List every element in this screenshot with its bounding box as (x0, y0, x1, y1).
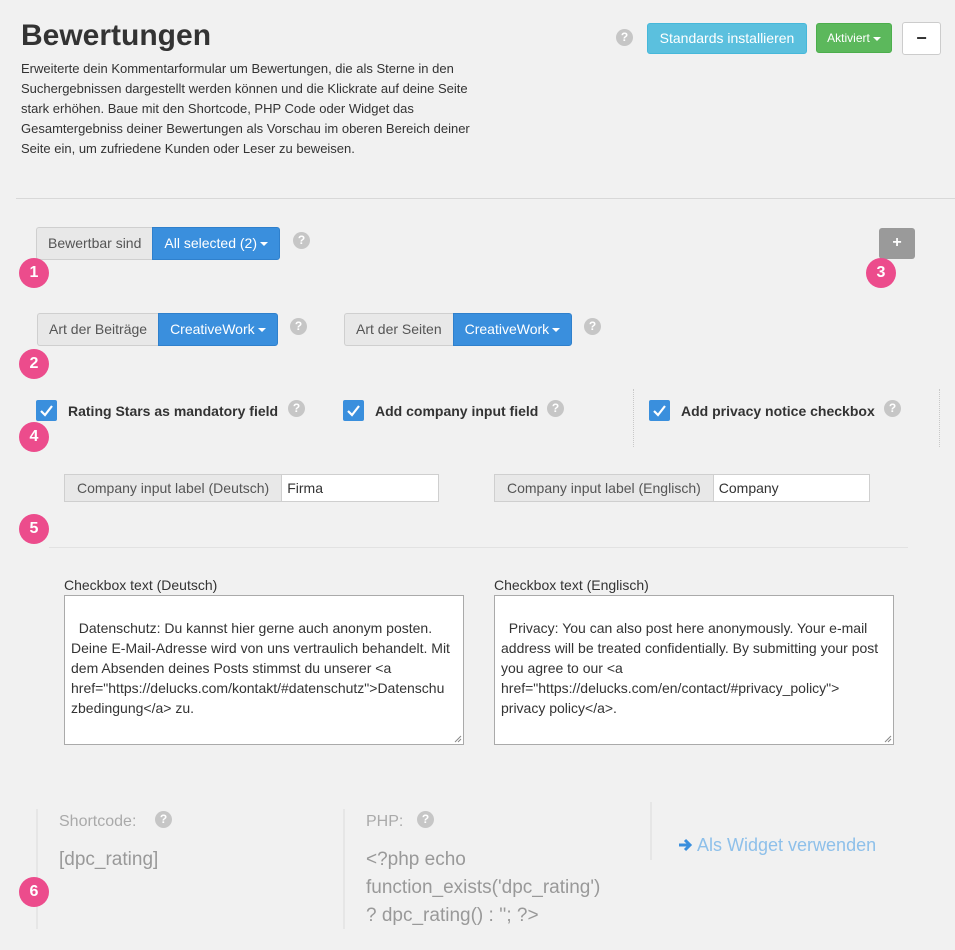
rateable-label: Bewertbar sind (36, 227, 152, 260)
column-divider (343, 809, 345, 929)
caret-down-icon (260, 242, 268, 246)
help-icon[interactable]: ? (884, 400, 901, 417)
status-dropdown[interactable] (816, 23, 892, 53)
step-badge-5: 5 (19, 514, 49, 544)
section-divider (49, 547, 908, 548)
widget-link[interactable] (677, 835, 876, 856)
company-field-label: Add company input field (375, 403, 539, 419)
help-icon[interactable]: ? (417, 811, 434, 828)
status-label: Aktiviert (827, 31, 870, 45)
php-code-line-1[interactable]: <?php echo (366, 849, 466, 870)
privacy-notice-label: Add privacy notice checkbox (681, 403, 875, 419)
mandatory-stars-checkbox[interactable] (36, 400, 57, 421)
step-badge-1: 1 (19, 258, 49, 288)
shortcode-label: Shortcode: (59, 813, 137, 830)
help-icon[interactable]: ? (584, 318, 601, 335)
page-type-select[interactable] (344, 313, 572, 346)
help-icon[interactable]: ? (293, 232, 310, 249)
checkbox-text-en-value: Privacy: You can also post here anonymously. Your e-mail address will be treated confidentially. By submitting your post you agree to our <a href="https://delucks.com/en/contact/#privacy_policy"> privacy policy</a>. (501, 620, 883, 716)
post-type-value: CreativeWork (170, 321, 255, 337)
post-type-select[interactable] (37, 313, 278, 346)
company-label-en-group (494, 474, 870, 502)
step-badge-4: 4 (19, 422, 49, 452)
privacy-notice-checkbox[interactable] (649, 400, 670, 421)
company-label-de-group (64, 474, 439, 502)
checkbox-text-de-textarea[interactable] (64, 595, 464, 745)
resize-handle-icon[interactable] (454, 735, 462, 743)
caret-down-icon (552, 328, 560, 332)
collapse-button[interactable]: − (902, 22, 941, 55)
post-type-dropdown[interactable] (158, 313, 278, 346)
help-icon[interactable]: ? (616, 29, 633, 46)
checkbox-text-de-label: Checkbox text (Deutsch) (64, 577, 218, 593)
help-icon[interactable]: ? (290, 318, 307, 335)
step-badge-3: 3 (866, 258, 896, 288)
checkbox-text-de-value: Datenschutz: Du kannst hier gerne auch anonym posten. Deine E-Mail-Adresse wird von uns vertraulich behandelt. Mit dem Absenden deines Posts stimmst du unserer <a href="https://delucks.com/kontakt/#datenschutz">Datenschu zbedingung</a> zu. (71, 620, 454, 716)
php-code-line-3[interactable]: ? dpc_rating() : ''; ?> (366, 905, 539, 926)
rateable-dropdown[interactable] (152, 227, 280, 260)
page-type-label: Art der Seiten (344, 313, 453, 346)
checkmark-icon (346, 404, 361, 417)
page-title: Bewertungen (21, 19, 212, 52)
mandatory-stars-label: Rating Stars as mandatory field (68, 403, 279, 419)
help-icon[interactable]: ? (547, 400, 564, 417)
column-divider (633, 389, 634, 447)
checkmark-icon (39, 404, 54, 417)
step-badge-2: 2 (19, 349, 49, 379)
php-code-line-2[interactable]: function_exists('dpc_rating') (366, 877, 601, 898)
page-description: Erweiterte dein Kommentarformular um Bewertungen, die als Sterne in den Suchergebnissen dargestellt werden können und die Klickrate auf deine Seite stark erhöhen. Baue mit den Shortcode, PHP Code oder Widget das Gesamtergebniss deiner Bewertungen als Vorschau im oberen Bereich deiner Seite ein, um zufriedene Kunden oder Leser zu beweisen. (21, 61, 470, 156)
post-type-label: Art der Beiträge (37, 313, 158, 346)
resize-handle-icon[interactable] (884, 735, 892, 743)
page-type-value: CreativeWork (464, 321, 550, 337)
checkmark-icon (652, 404, 667, 417)
php-label: PHP: (366, 813, 404, 830)
help-icon[interactable]: ? (288, 400, 305, 417)
install-defaults-button[interactable]: Standards installieren (647, 23, 807, 54)
shortcode-value[interactable]: [dpc_rating] (59, 849, 159, 870)
column-divider (36, 809, 38, 929)
step-badge-6: 6 (19, 877, 49, 907)
add-button[interactable]: + (879, 228, 915, 259)
help-icon[interactable]: ? (155, 811, 172, 828)
header-divider (16, 198, 955, 199)
column-divider (650, 802, 652, 860)
checkbox-text-en-label: Checkbox text (Englisch) (494, 577, 649, 593)
rateable-select[interactable] (36, 227, 280, 260)
rateable-value: All selected (2) (164, 235, 257, 251)
company-field-checkbox[interactable] (343, 400, 364, 421)
checkbox-text-en-textarea[interactable] (494, 595, 894, 745)
widget-link-label: Als Widget verwenden (697, 835, 877, 855)
company-label-de-addon: Company input label (Deutsch) (64, 474, 281, 502)
caret-down-icon (873, 37, 881, 41)
column-divider (939, 389, 940, 447)
arrow-right-icon (677, 837, 693, 853)
caret-down-icon (258, 328, 266, 332)
company-label-de-input[interactable]: Firma (281, 474, 439, 502)
company-label-en-addon: Company input label (Englisch) (494, 474, 713, 502)
company-label-en-input[interactable]: Company (713, 474, 870, 502)
page-type-dropdown[interactable] (453, 313, 573, 346)
